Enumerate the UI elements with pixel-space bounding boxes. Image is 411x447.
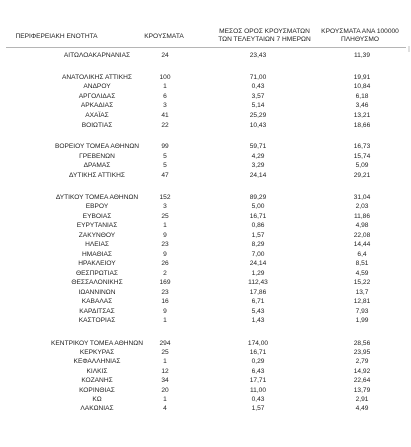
cell-cases: 23	[161, 289, 169, 296]
cell-region: ΕΥΒΟΙΑΣ	[82, 213, 112, 220]
cell-region: ΑΝΔΡΟΥ	[83, 83, 111, 90]
cell-region: ΚΩ	[92, 396, 102, 403]
cell-per100k: 5,09	[355, 162, 369, 169]
table-row	[0, 121, 411, 130]
table-row	[0, 404, 411, 413]
table-row	[0, 193, 411, 202]
cell-avg7: 8,29	[251, 241, 265, 248]
table-row	[0, 101, 411, 110]
cell-avg7: 10,43	[249, 122, 267, 129]
cell-per100k: 2,91	[355, 396, 369, 403]
cell-avg7: 3,29	[251, 162, 265, 169]
table-row	[0, 288, 411, 297]
cell-per100k: 13,21	[353, 112, 371, 119]
cell-avg7: 4,29	[251, 153, 265, 160]
cell-cases: 152	[159, 194, 171, 201]
header-cases: ΚΡΟΥΣΜΑΤΑ	[144, 33, 184, 40]
cell-avg7: 17,86	[249, 289, 267, 296]
cell-avg7: 71,00	[249, 74, 267, 81]
cell-region: ΘΕΣΠΡΩΤΙΑΣ	[75, 270, 119, 277]
cell-region: ΚΟΡΙΝΘΙΑΣ	[79, 387, 115, 394]
cell-region: ΑΡΓΟΛΙΔΑΣ	[78, 93, 116, 100]
cell-region: ΚΕΡΚΥΡΑΣ	[79, 349, 115, 356]
cell-avg7: 59,71	[249, 143, 267, 150]
cell-region: ΔΡΑΜΑΣ	[83, 162, 111, 169]
table-row	[0, 307, 411, 316]
table-row	[0, 240, 411, 249]
cell-avg7: 0,86	[251, 222, 265, 229]
cell-avg7: 5,00	[251, 203, 265, 210]
cell-region: ΚΑΣΤΟΡΙΑΣ	[78, 317, 116, 324]
cell-per100k: 4,49	[355, 405, 369, 412]
cell-cases: 1	[163, 317, 167, 324]
cell-per100k: 2,79	[355, 358, 369, 365]
cell-avg7: 0,43	[251, 83, 265, 90]
table-row	[0, 297, 411, 306]
table-row	[0, 82, 411, 91]
table-row	[0, 92, 411, 101]
cell-cases: 41	[161, 112, 169, 119]
cell-per100k: 19,91	[353, 74, 371, 81]
cell-cases: 23	[161, 241, 169, 248]
cell-per100k: 11,86	[353, 213, 370, 220]
cell-cases: 169	[159, 279, 171, 286]
cell-per100k: 2,03	[355, 203, 369, 210]
table-row	[0, 212, 411, 221]
cell-per100k: 28,56	[353, 340, 371, 347]
table-row	[0, 395, 411, 404]
cell-region: ΚΕΦΑΛΛΗΝΙΑΣ	[73, 358, 121, 365]
cell-avg7: 89,29	[249, 194, 267, 201]
cell-per100k: 12,81	[353, 298, 371, 305]
cell-region: ΚΙΛΚΙΣ	[86, 368, 108, 375]
table-row	[0, 111, 411, 120]
table-row	[0, 171, 411, 180]
cell-cases: 5	[163, 162, 167, 169]
cell-avg7: 1,57	[251, 232, 265, 239]
cell-per100k: 18,66	[353, 122, 371, 129]
table-row	[0, 339, 411, 348]
table-row	[0, 73, 411, 82]
cell-per100k: 10,84	[353, 83, 371, 90]
table-row	[0, 221, 411, 230]
header-avg7: ΜΕΣΟΣ ΟΡΟΣ ΚΡΟΥΣΜΑΤΩΝ ΤΩΝ ΤΕΛΕΥΤΑΙΩΝ 7 ΗΜΕΡΩΝ	[218, 28, 311, 43]
cell-avg7: 0,29	[251, 358, 265, 365]
cell-region: ΚΟΖΑΝΗΣ	[81, 377, 113, 384]
cell-cases: 1	[163, 358, 167, 365]
cell-avg7: 3,57	[251, 93, 265, 100]
cell-per100k: 16,73	[353, 143, 371, 150]
cell-avg7: 7,00	[251, 251, 265, 258]
cell-cases: 25	[161, 213, 169, 220]
cell-avg7: 16,71	[249, 213, 267, 220]
cell-avg7: 24,14	[249, 172, 267, 179]
cell-avg7: 6,71	[251, 298, 265, 305]
cell-cases: 99	[161, 143, 169, 150]
cell-per100k: 15,74	[353, 153, 371, 160]
cell-per100k: 8,51	[355, 260, 369, 267]
cell-region: ΒΟΡΕΙΟΥ ΤΟΜΕΑ ΑΘΗΝΩΝ	[54, 143, 140, 150]
cell-cases: 34	[161, 377, 169, 384]
cell-cases: 294	[159, 340, 171, 347]
cell-cases: 5	[163, 153, 167, 160]
cell-cases: 9	[163, 232, 167, 239]
cell-region: ΗΡΑΚΛΕΙΟΥ	[78, 260, 116, 267]
cell-avg7: 5,14	[251, 102, 265, 109]
table-row	[0, 269, 411, 278]
cell-region: ΚΑΒΑΛΑΣ	[81, 298, 113, 305]
cell-avg7: 17,71	[249, 377, 267, 384]
cell-cases: 1	[163, 396, 167, 403]
cell-region: ΖΑΚΥΝΘΟΥ	[78, 232, 116, 239]
table-row	[0, 278, 411, 287]
cell-region: ΑΙΤΩΛΟΑΚΑΡΝΑΝΙΑΣ	[63, 52, 131, 59]
cell-region: ΑΧΑΪΑΣ	[85, 112, 109, 119]
cell-avg7: 6,43	[251, 368, 265, 375]
cell-avg7: 1,43	[251, 317, 265, 324]
table-header	[0, 17, 411, 47]
cell-cases: 24	[161, 52, 169, 59]
cell-region: ΑΡΚΑΔΙΑΣ	[80, 102, 114, 109]
cell-per100k: 29,21	[353, 172, 371, 179]
cell-avg7: 11,00	[249, 387, 266, 394]
cell-per100k: 31,04	[353, 194, 371, 201]
cell-per100k: 3,46	[355, 102, 369, 109]
cell-avg7: 23,43	[249, 52, 267, 59]
table-row	[0, 376, 411, 385]
cell-region: ΙΩΑΝΝΙΝΩΝ	[78, 289, 116, 296]
cell-region: ΛΑΚΩΝΙΑΣ	[80, 405, 114, 412]
cell-cases: 47	[161, 172, 169, 179]
cell-cases: 12	[161, 368, 169, 375]
cell-region: ΒΟΙΩΤΙΑΣ	[81, 122, 113, 129]
cell-cases: 1	[163, 83, 167, 90]
table-row	[0, 250, 411, 259]
cell-per100k: 22,08	[353, 232, 371, 239]
cell-avg7: 0,43	[251, 396, 265, 403]
cell-cases: 2	[163, 270, 167, 277]
cell-region: ΚΕΝΤΡΙΚΟΥ ΤΟΜΕΑ ΑΘΗΝΩΝ	[51, 340, 143, 347]
table-row	[0, 161, 411, 170]
cell-cases: 25	[161, 349, 169, 356]
cell-per100k: 4,59	[355, 270, 369, 277]
cell-per100k: 22,64	[353, 377, 371, 384]
table-row	[0, 51, 411, 60]
cell-cases: 3	[163, 203, 167, 210]
cell-region: ΘΕΣΣΑΛΟΝΙΚΗΣ	[71, 279, 123, 286]
cell-cases: 20	[161, 387, 169, 394]
table-row	[0, 231, 411, 240]
cell-per100k: 1,99	[355, 317, 369, 324]
table-row	[0, 386, 411, 395]
table-row	[0, 259, 411, 268]
cell-avg7: 112,43	[248, 279, 268, 286]
table-row	[0, 142, 411, 151]
cell-per100k: 4,98	[355, 222, 369, 229]
cell-region: ΔΥΤΙΚΗΣ ΑΤΤΙΚΗΣ	[69, 172, 125, 179]
cell-per100k: 13,79	[353, 387, 371, 394]
cell-cases: 16	[161, 298, 169, 305]
cell-per100k: 11,39	[353, 52, 370, 59]
cell-avg7: 24,14	[249, 260, 267, 267]
cell-avg7: 5,43	[251, 308, 265, 315]
cell-region: ΕΥΡΥΤΑΝΙΑΣ	[76, 222, 118, 229]
cell-cases: 6	[163, 93, 167, 100]
cell-per100k: 15,22	[353, 279, 371, 286]
cell-region: ΔΥΤΙΚΟΥ ΤΟΜΕΑ ΑΘΗΝΩΝ	[55, 194, 139, 201]
cell-per100k: 13,7	[355, 289, 369, 296]
cell-region: ΗΛΕΙΑΣ	[85, 241, 109, 248]
cell-avg7: 1,29	[251, 270, 265, 277]
cell-avg7: 16,71	[249, 349, 267, 356]
cell-cases: 3	[163, 102, 167, 109]
cell-avg7: 25,29	[249, 112, 267, 119]
table-row	[0, 202, 411, 211]
table-row	[0, 316, 411, 325]
cell-region: ΓΡΕΒΕΝΩΝ	[79, 153, 115, 160]
cell-per100k: 6,4	[357, 251, 367, 258]
cell-avg7: 1,57	[251, 405, 265, 412]
cell-region: ΚΑΡΔΙΤΣΑΣ	[79, 308, 115, 315]
header-divider	[6, 47, 406, 48]
header-region: ΠΕΡΙΦΕΡΕΙΑΚΗ ΕΝΟΤΗΤΑ	[15, 33, 98, 40]
table-row	[0, 357, 411, 366]
cell-cases: 22	[161, 122, 169, 129]
cell-per100k: 23,95	[353, 349, 371, 356]
cell-cases: 1	[163, 222, 167, 229]
cell-region: ΗΜΑΘΙΑΣ	[82, 251, 112, 258]
header-per100k: ΚΡΟΥΣΜΑΤΑ ΑΝΑ 100000 ΠΛΗΘΥΣΜΟ	[321, 28, 399, 43]
table-row	[0, 348, 411, 357]
cell-per100k: 14,92	[353, 368, 371, 375]
cell-region: ΑΝΑΤΟΛΙΚΗΣ ΑΤΤΙΚΗΣ	[62, 74, 132, 81]
table-row	[0, 152, 411, 161]
cell-cases: 9	[163, 308, 167, 315]
cell-cases: 26	[161, 260, 169, 267]
cell-cases: 4	[163, 405, 167, 412]
cell-per100k: 14,44	[353, 241, 371, 248]
cell-avg7: 174,00	[247, 340, 269, 347]
cell-region: ΕΒΡΟΥ	[85, 203, 109, 210]
cell-per100k: 6,18	[355, 93, 369, 100]
cell-cases: 100	[159, 74, 171, 81]
cell-cases: 9	[163, 251, 167, 258]
table-row	[0, 367, 411, 376]
cell-per100k: 7,93	[355, 308, 369, 315]
